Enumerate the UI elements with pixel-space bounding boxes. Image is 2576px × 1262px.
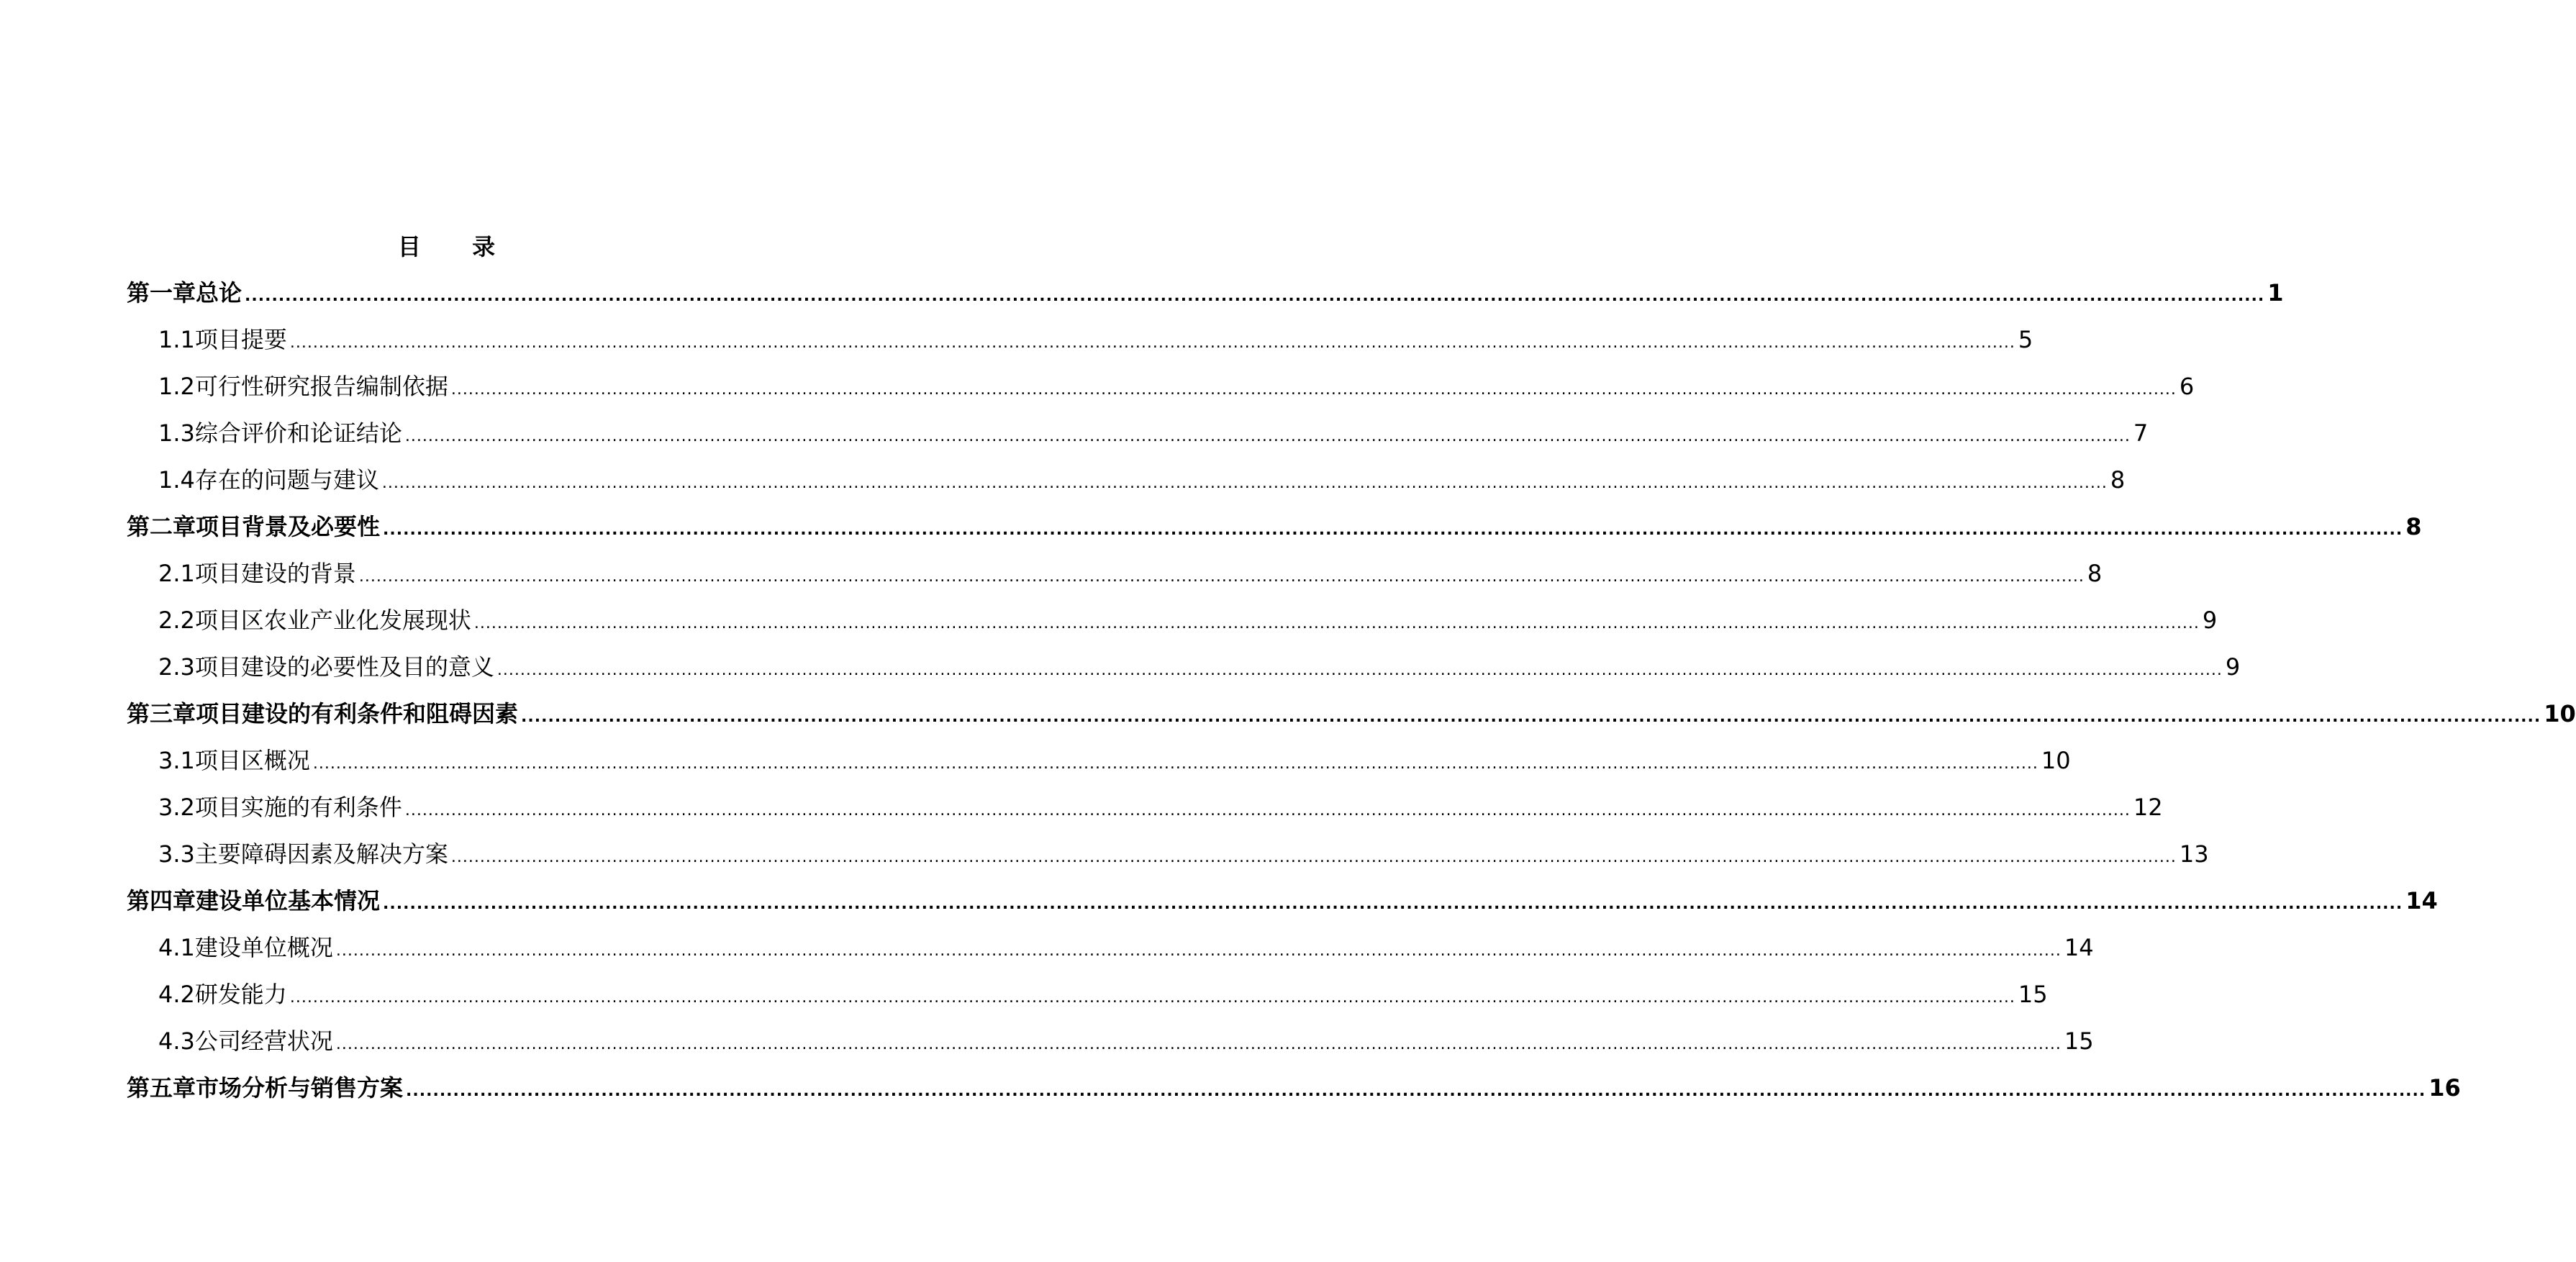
toc-dot-leader: ............................................................................................................................................................................................................................................................................................................ bbox=[496, 661, 2223, 679]
toc-entry-number: 2.1 bbox=[158, 560, 195, 587]
toc-dot-leader: ............................................................................................................................................................................................................................................................................................................ bbox=[521, 708, 2541, 726]
toc-entry-number: 4.3 bbox=[158, 1027, 195, 1055]
toc-dot-leader: ............................................................................................................................................................................................................................................................................................................ bbox=[358, 568, 2085, 586]
toc-section-entry[interactable] bbox=[127, 558, 2103, 604]
toc-entry-page-number: 15 bbox=[2064, 1027, 2094, 1055]
toc-entry-page-number: 12 bbox=[2133, 794, 2163, 821]
toc-entry-title: 项目建设的必要性及目的意义 bbox=[194, 653, 494, 681]
toc-entry-title: 综合评价和论证结论 bbox=[194, 419, 402, 447]
toc-chapter-entry[interactable] bbox=[127, 885, 2438, 932]
toc-section-entry[interactable] bbox=[127, 979, 2048, 1025]
toc-section-entry[interactable] bbox=[127, 464, 2126, 511]
toc-entry-title: 公司经营状况 bbox=[194, 1027, 333, 1055]
toc-entry-page-number: 9 bbox=[2202, 607, 2218, 634]
toc-entry-number: 2.2 bbox=[158, 607, 195, 634]
toc-entry-number: 1.3 bbox=[158, 419, 195, 447]
toc-entry-title: 项目背景及必要性 bbox=[196, 513, 381, 540]
toc-entry-number: 1.1 bbox=[158, 326, 195, 353]
toc-entry-number: 4.2 bbox=[158, 981, 195, 1008]
toc-entry-title: 建设单位基本情况 bbox=[196, 887, 381, 914]
toc-entry-number: 1.2 bbox=[158, 373, 195, 400]
toc-entry-page-number: 14 bbox=[2064, 934, 2094, 961]
toc-list bbox=[127, 277, 2576, 1119]
toc-section-entry[interactable] bbox=[127, 417, 2149, 464]
toc-entry-title: 建设单位概况 bbox=[194, 934, 333, 961]
toc-entry-title: 可行性研究报告编制依据 bbox=[194, 373, 448, 400]
toc-section-entry[interactable] bbox=[127, 651, 2241, 698]
toc-dot-leader: ............................................................................................................................................................................................................................................................................................................ bbox=[245, 287, 2265, 305]
toc-entry-number: 第一章 bbox=[127, 279, 196, 307]
toc-dot-leader: ............................................................................................................................................................................................................................................................................................................ bbox=[383, 895, 2403, 913]
toc-entry-title: 项目区农业产业化发展现状 bbox=[194, 607, 471, 634]
toc-section-entry[interactable] bbox=[127, 932, 2094, 979]
toc-entry-title: 研发能力 bbox=[194, 981, 287, 1008]
toc-entry-page-number: 8 bbox=[2087, 560, 2103, 587]
toc-dot-leader: ............................................................................................................................................................................................................................................................................................................ bbox=[289, 334, 2015, 352]
toc-dot-leader: ............................................................................................................................................................................................................................................................................................................ bbox=[289, 989, 2015, 1007]
toc-section-entry[interactable] bbox=[127, 604, 2218, 651]
toc-dot-leader: ............................................................................................................................................................................................................................................................................................................ bbox=[406, 1082, 2426, 1100]
toc-title: 目 录 bbox=[397, 233, 517, 260]
toc-entry-page-number: 6 bbox=[2179, 373, 2195, 400]
toc-entry-number: 第三章 bbox=[127, 700, 196, 727]
toc-entry-number: 3.3 bbox=[158, 840, 195, 868]
toc-entry-title: 项目实施的有利条件 bbox=[194, 794, 402, 821]
toc-dot-leader: ............................................................................................................................................................................................................................................................................................................ bbox=[404, 802, 2131, 820]
toc-section-entry[interactable] bbox=[127, 791, 2163, 838]
toc-entry-page-number: 5 bbox=[2018, 326, 2033, 353]
toc-dot-leader: ............................................................................................................................................................................................................................................................................................................ bbox=[473, 614, 2200, 632]
toc-entry-number: 3.1 bbox=[158, 747, 195, 774]
toc-entry-number: 第二章 bbox=[127, 513, 196, 540]
toc-section-entry[interactable] bbox=[127, 745, 2071, 791]
toc-entry-page-number: 10 bbox=[2041, 747, 2071, 774]
toc-chapter-entry[interactable] bbox=[127, 1072, 2461, 1119]
toc-entry-page-number: 15 bbox=[2018, 981, 2048, 1008]
toc-section-entry[interactable] bbox=[127, 324, 2033, 371]
toc-dot-leader: ............................................................................................................................................................................................................................................................................................................ bbox=[381, 474, 2108, 492]
toc-entry-page-number: 14 bbox=[2405, 887, 2438, 914]
toc-entry-title: 项目区概况 bbox=[194, 747, 310, 774]
toc-entry-title: 总论 bbox=[196, 279, 242, 307]
toc-entry-page-number: 13 bbox=[2179, 840, 2209, 868]
toc-entry-title: 主要障碍因素及解决方案 bbox=[194, 840, 448, 868]
toc-section-entry[interactable] bbox=[127, 1025, 2094, 1072]
toc-entry-page-number: 10 bbox=[2544, 700, 2576, 727]
toc-entry-number: 4.1 bbox=[158, 934, 195, 961]
toc-entry-number: 2.3 bbox=[158, 653, 195, 681]
toc-entry-title: 市场分析与销售方案 bbox=[196, 1074, 404, 1102]
toc-chapter-entry[interactable] bbox=[127, 698, 2576, 745]
toc-entry-number: 第五章 bbox=[127, 1074, 196, 1102]
toc-entry-number: 第四章 bbox=[127, 887, 196, 914]
toc-entry-page-number: 9 bbox=[2225, 653, 2241, 681]
toc-dot-leader: ............................................................................................................................................................................................................................................................................................................ bbox=[450, 848, 2177, 866]
toc-entry-number: 3.2 bbox=[158, 794, 195, 821]
toc-section-entry[interactable] bbox=[127, 371, 2195, 417]
toc-entry-title: 存在的问题与建议 bbox=[194, 466, 379, 494]
toc-entry-title: 项目提要 bbox=[194, 326, 287, 353]
toc-dot-leader: ............................................................................................................................................................................................................................................................................................................ bbox=[312, 755, 2038, 773]
toc-entry-page-number: 8 bbox=[2110, 466, 2126, 494]
toc-chapter-entry[interactable] bbox=[127, 511, 2422, 558]
toc-chapter-entry[interactable] bbox=[127, 277, 2284, 324]
toc-section-entry[interactable] bbox=[127, 838, 2209, 885]
toc-dot-leader: ............................................................................................................................................................................................................................................................................................................ bbox=[335, 942, 2062, 960]
toc-dot-leader: ............................................................................................................................................................................................................................................................................................................ bbox=[450, 381, 2177, 399]
toc-entry-page-number: 8 bbox=[2405, 513, 2422, 540]
toc-entry-page-number: 1 bbox=[2267, 279, 2284, 307]
toc-entry-number: 1.4 bbox=[158, 466, 195, 494]
toc-dot-leader: ............................................................................................................................................................................................................................................................................................................ bbox=[383, 521, 2403, 539]
toc-dot-leader: ............................................................................................................................................................................................................................................................................................................ bbox=[404, 427, 2131, 445]
toc-entry-page-number: 7 bbox=[2133, 419, 2149, 447]
toc-entry-page-number: 16 bbox=[2428, 1074, 2461, 1102]
toc-entry-title: 项目建设的有利条件和阻碍因素 bbox=[196, 700, 519, 727]
toc-entry-title: 项目建设的背景 bbox=[194, 560, 356, 587]
toc-dot-leader: ............................................................................................................................................................................................................................................................................................................ bbox=[335, 1035, 2062, 1053]
